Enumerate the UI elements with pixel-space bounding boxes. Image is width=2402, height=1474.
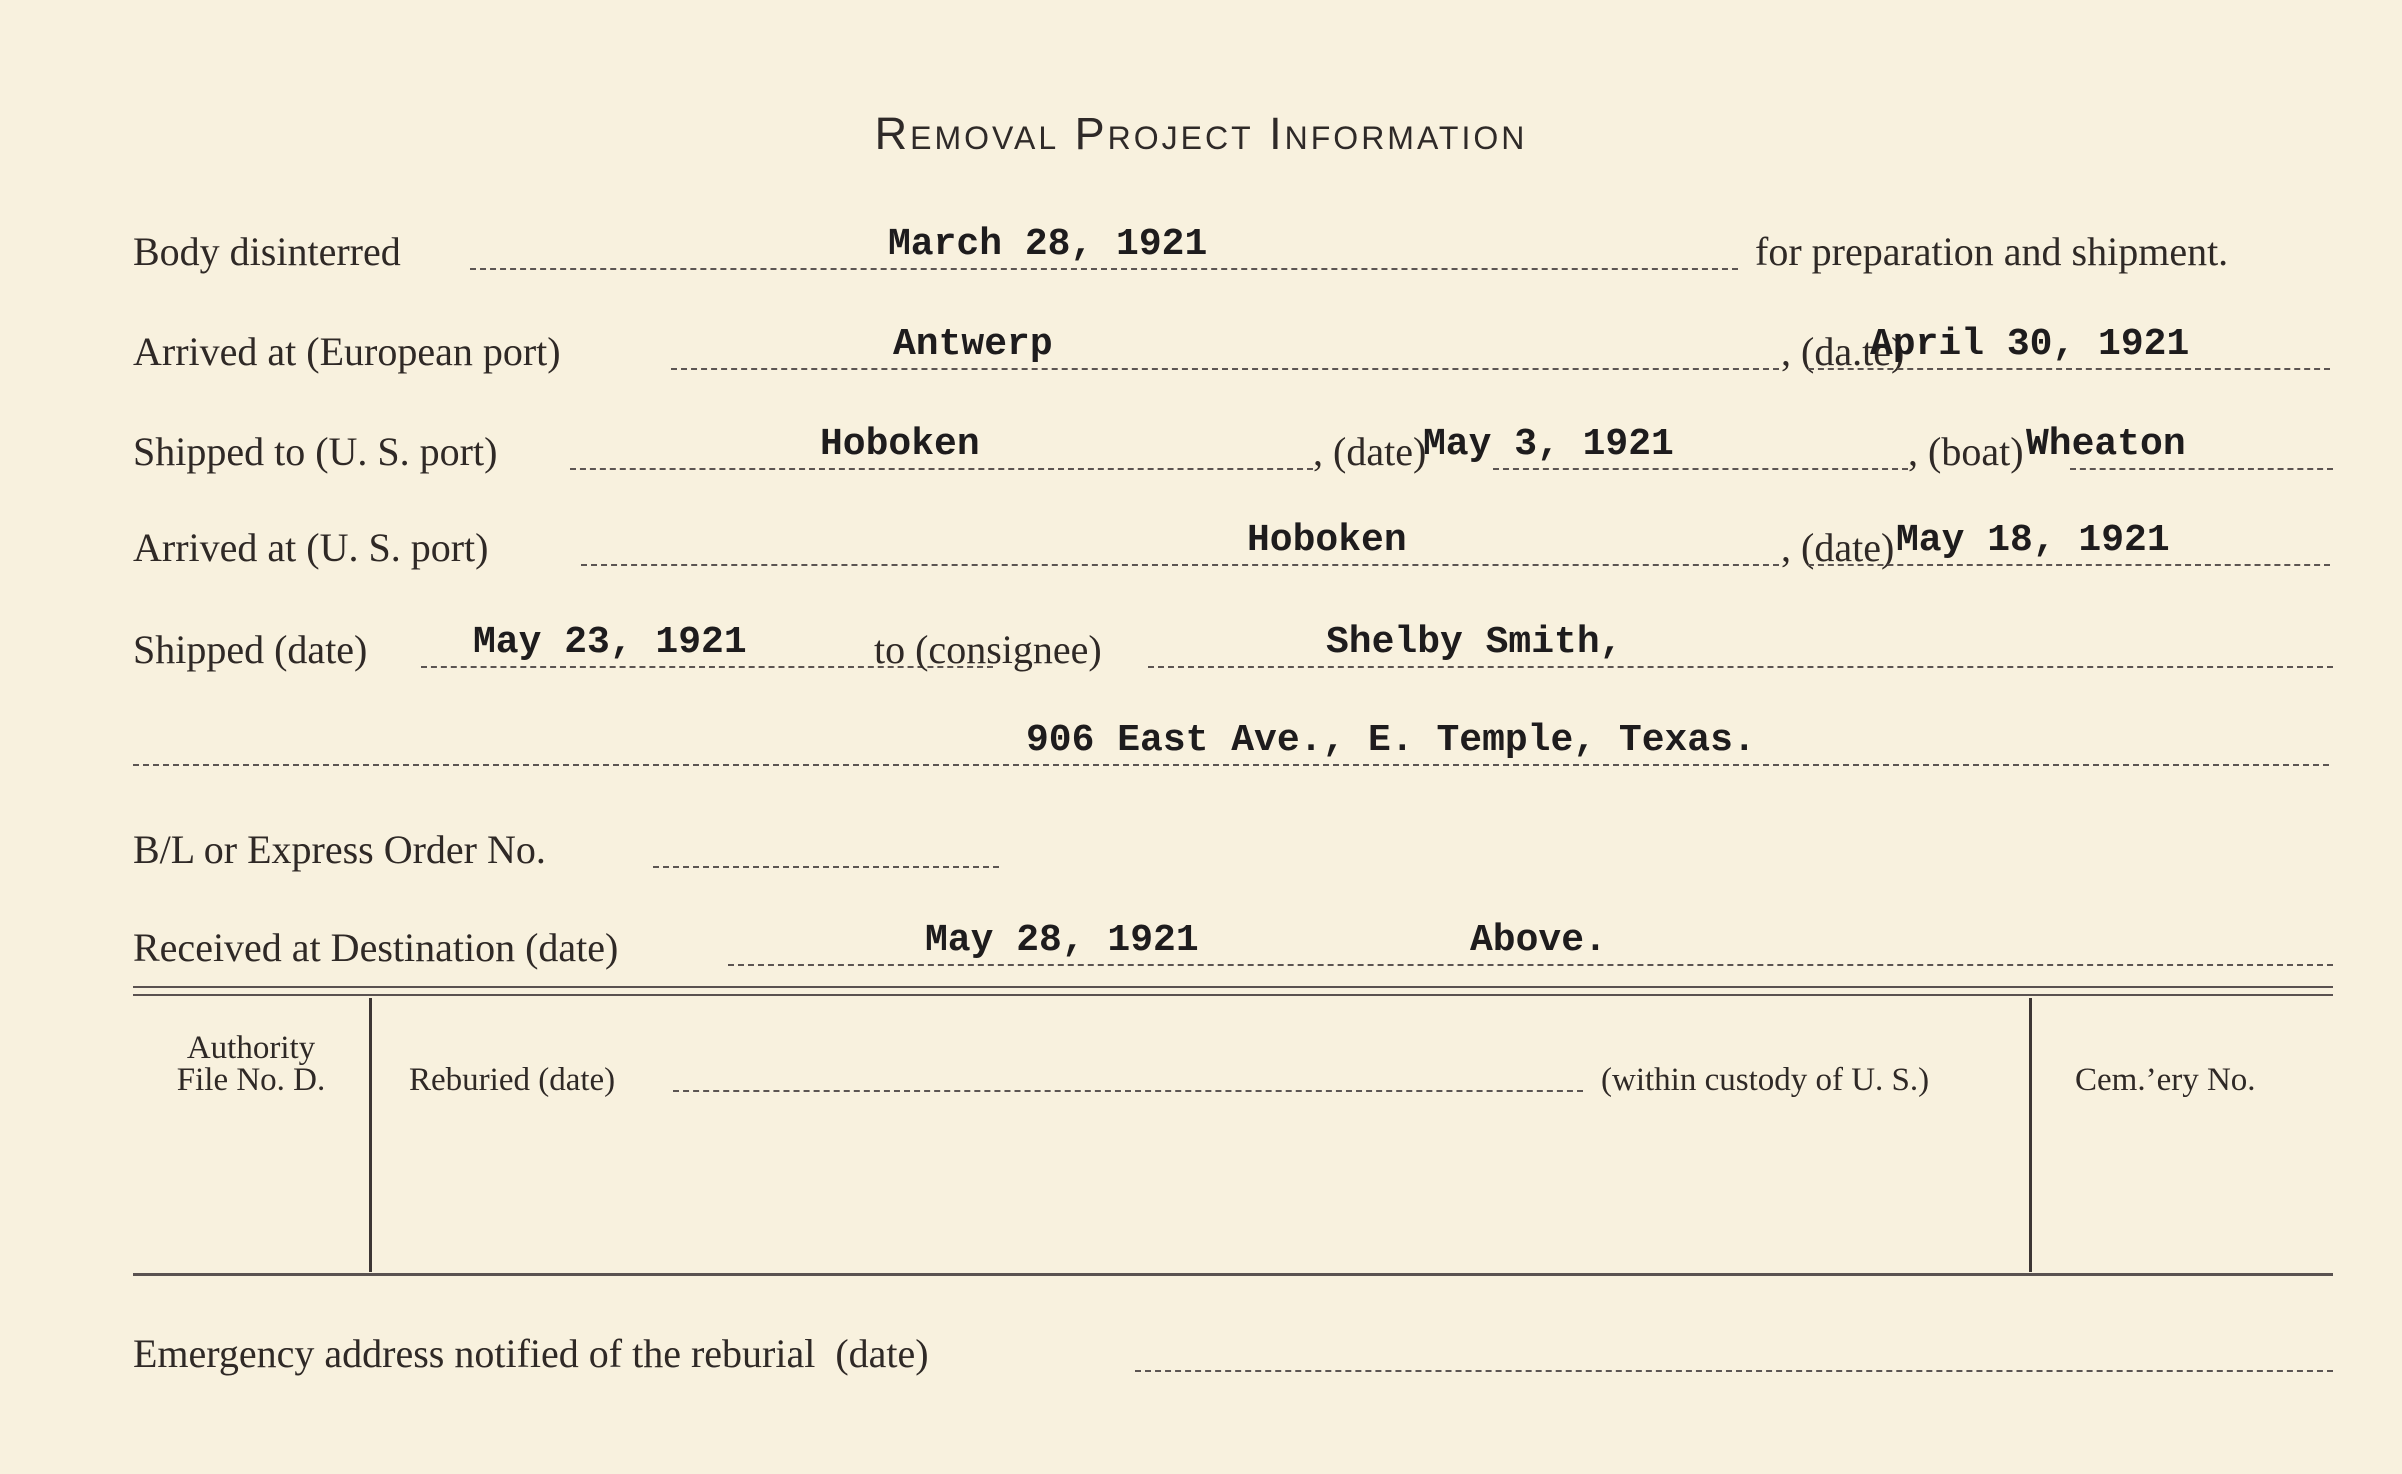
- arrived-europe-date-line-real: [1808, 368, 2330, 370]
- bl-order-label: B/L or Express Order No.: [133, 827, 546, 872]
- body-disinterred-line: [470, 268, 1738, 270]
- row-address: [133, 714, 2333, 778]
- arrived-us-line: [581, 564, 1779, 566]
- shipped-to-us-date-label: , (date): [1313, 429, 1427, 474]
- arrived-europe-date-value: April 30, 1921: [1870, 323, 2190, 366]
- body-disinterred-value: March 28, 1921: [888, 223, 1208, 266]
- reburied-label: Reburied (date): [409, 1062, 616, 1098]
- received-line: [728, 964, 2333, 966]
- authority-line2: File No. D.: [176, 1062, 326, 1098]
- shipped-to-us-value: Hoboken: [820, 423, 980, 466]
- row-emergency: [133, 1320, 2333, 1384]
- shipped-to-us-label: Shipped to (U. S. port): [133, 429, 498, 474]
- shipped-to-us-date-leader-final: [1493, 468, 1908, 470]
- form-title: Removal Project Information: [874, 108, 1528, 159]
- cemetery-label: Cem.’ery No.: [2075, 1062, 2256, 1098]
- row-received: [133, 914, 2333, 978]
- row-body-disinterred: [133, 218, 2333, 282]
- arrived-us-label: Arrived at (U. S. port): [133, 525, 489, 570]
- row-arrived-us: [133, 514, 2333, 578]
- arrived-us-date-leader-final: [1808, 564, 2330, 566]
- authority-line1: Authority: [186, 1030, 316, 1066]
- cemetery-divider: [2029, 998, 2032, 1272]
- section-divider-bottom: [133, 994, 2333, 996]
- shipped-label: Shipped (date): [133, 627, 368, 672]
- box-bottom-rule: [133, 1273, 2333, 1276]
- reburied-suffix: (within custody of U. S.): [1601, 1062, 1930, 1098]
- shipped-to-us-date-value: May 3, 1921: [1423, 423, 1674, 466]
- received-date-value: May 28, 1921: [925, 919, 1199, 962]
- shipped-consignee-value: Shelby Smith,: [1326, 621, 1623, 664]
- shipped-consignee-line: [1148, 666, 2333, 668]
- section-divider-top: [133, 986, 2333, 988]
- authority-divider: [369, 998, 372, 1272]
- shipped-date-value: May 23, 1921: [473, 621, 747, 664]
- row-arrived-europe: [133, 318, 2333, 382]
- row-shipped: [133, 616, 2333, 680]
- received-label: Received at Destination (date): [133, 925, 619, 970]
- address-line: [133, 764, 2329, 766]
- arrived-us-date-label: , (date): [1781, 525, 1895, 570]
- row-bl-order: [133, 816, 2333, 880]
- shipped-consignee-label: to (consignee): [874, 627, 1102, 672]
- emergency-label: Emergency address notified of the reburial (date): [133, 1331, 929, 1376]
- arrived-europe-label: Arrived at (European port): [133, 329, 561, 374]
- arrived-europe-value: Antwerp: [893, 323, 1053, 366]
- body-disinterred-suffix: for preparation and shipment.: [1755, 229, 2229, 274]
- arrived-us-value: Hoboken: [1247, 519, 1407, 562]
- shipped-to-us-line: [570, 468, 1313, 470]
- arrived-europe-date-label: , (da.te): [1781, 329, 1905, 374]
- shipped-to-us-boat-leader-final: [2070, 468, 2333, 470]
- emergency-line: [1135, 1370, 2333, 1372]
- shipped-to-us-boat-value: Wheaton: [2026, 423, 2186, 466]
- received-note: Above.: [1470, 919, 1607, 962]
- body-disinterred-label: Body disinterred: [133, 229, 401, 274]
- arrived-europe-line: [671, 368, 1779, 370]
- row-shipped-to-us: [133, 418, 2333, 482]
- reburied-line: [673, 1090, 1583, 1092]
- arrived-us-date-value: May 18, 1921: [1896, 519, 2170, 562]
- shipped-to-us-boat-label: , (boat): [1908, 429, 2024, 474]
- bl-order-line: [653, 866, 999, 868]
- address-value: 906 East Ave., E. Temple, Texas.: [1026, 719, 1756, 762]
